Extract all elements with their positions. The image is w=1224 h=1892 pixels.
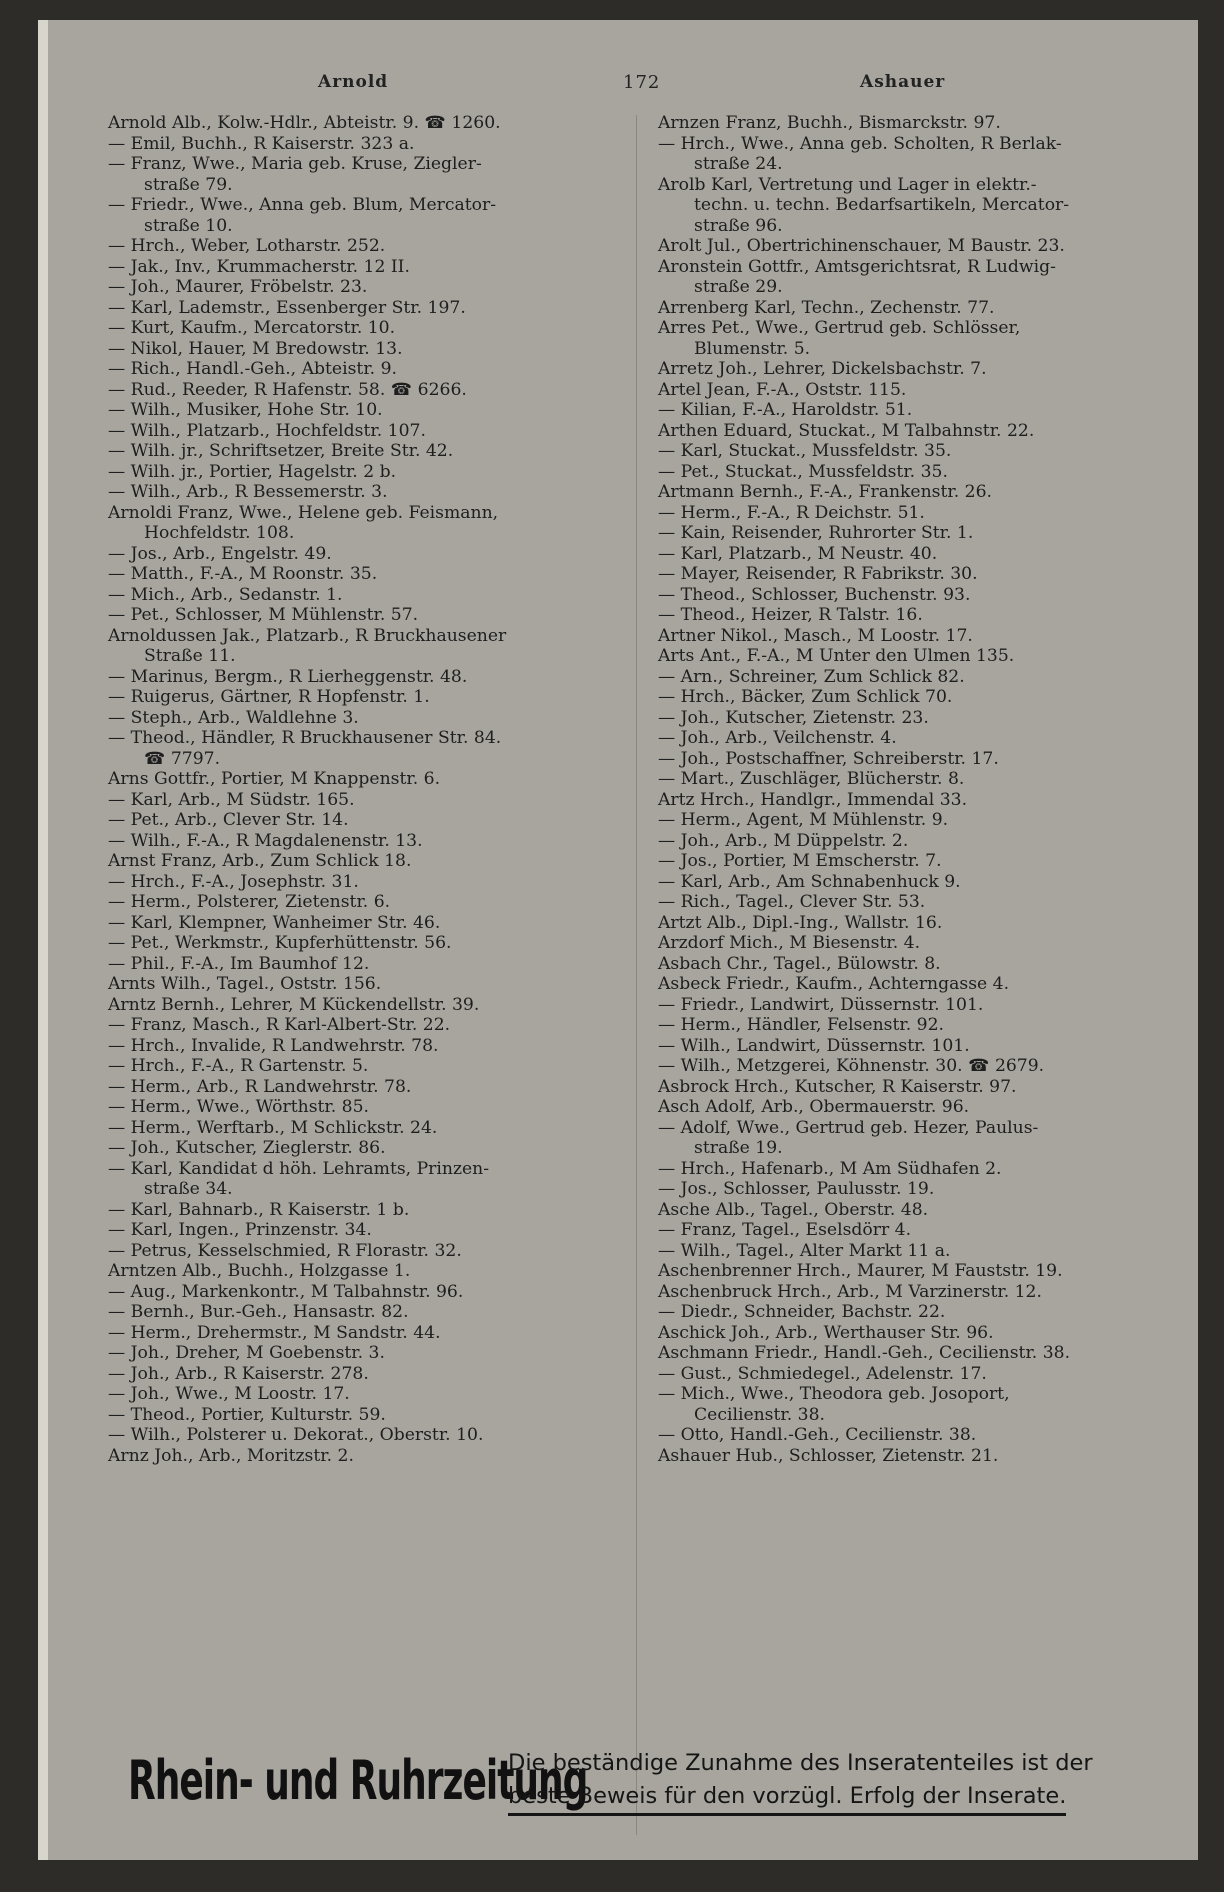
entry-continuation: straße 19. <box>694 1138 783 1158</box>
directory-entry <box>108 667 616 688</box>
directory-entry <box>108 831 616 852</box>
directory-entry <box>658 831 1178 852</box>
directory-entry <box>108 339 616 360</box>
entry-line: — Wilh., Polsterer u. Dekorat., Oberstr. 10. <box>108 1425 484 1445</box>
entry-line: Arntzen Alb., Buchh., Holzgasse 1. <box>108 1261 411 1281</box>
entry-line: — Karl, Ingen., Prinzenstr. 34. <box>108 1220 372 1240</box>
entry-line: — Joh., Dreher, M Goebenstr. 3. <box>108 1343 385 1363</box>
directory-entry <box>658 380 1178 401</box>
entry-line: Aronstein Gottfr., Amtsgerichtsrat, R Ludwig- <box>658 256 1056 277</box>
entry-line: — Gust., Schmiedegel., Adelenstr. 17. <box>658 1363 987 1384</box>
directory-entry <box>108 708 616 729</box>
entry-line: — Herm., Wwe., Wörthstr. 85. <box>108 1097 370 1117</box>
entry-line: — Karl, Platzarb., M Neustr. 40. <box>658 543 938 564</box>
directory-entry <box>658 913 1178 934</box>
entry-line: — Rich., Tagel., Clever Str. 53. <box>658 892 926 912</box>
directory-page <box>38 20 1198 1860</box>
entry-line: — Diedr., Schneider, Bachstr. 22. <box>658 1302 946 1322</box>
entry-line: — Theod., Schlosser, Buchenstr. 93. <box>658 584 971 605</box>
directory-entry <box>658 1036 1178 1057</box>
directory-entry <box>658 1077 1178 1098</box>
directory-entry <box>658 1097 1178 1118</box>
entry-line: — Wilh. jr., Schriftsetzer, Breite Str. 42. <box>108 441 454 461</box>
entry-continuation: Cecilienstr. 38. <box>694 1404 825 1425</box>
directory-entry <box>108 400 616 421</box>
entry-line: — Aug., Markenkontr., M Talbahnstr. 96. <box>108 1281 464 1302</box>
entry-line: Artz Hrch., Handlgr., Immendal 33. <box>658 789 968 810</box>
entry-line: — Herm., Werftarb., M Schlickstr. 24. <box>108 1117 438 1138</box>
directory-entry <box>108 1036 616 1057</box>
entry-continuation: Blumenstr. 5. <box>694 338 811 359</box>
directory-entry <box>108 1097 616 1118</box>
directory-entry <box>658 728 1178 749</box>
newspaper-logo: Rhein- und Ruhrzeitung <box>128 1751 588 1813</box>
entry-line: Arnoldussen Jak., Platzarb., R Bruckhausener <box>108 625 507 646</box>
directory-entry <box>108 626 616 667</box>
entry-line: — Joh., Arb., M Düppelstr. 2. <box>658 830 909 851</box>
entry-line: — Karl, Kandidat d höh. Lehramts, Prinzen- <box>108 1158 490 1179</box>
directory-entry <box>108 503 616 544</box>
directory-entry <box>108 851 616 872</box>
directory-entry <box>658 585 1178 606</box>
entry-line: — Karl, Arb., Am Schnabenhuck 9. <box>658 871 961 892</box>
entry-continuation: ☎ 7797. <box>144 748 221 769</box>
directory-entry <box>658 359 1178 380</box>
entry-line: — Mayer, Reisender, R Fabrikstr. 30. <box>658 564 978 584</box>
directory-entry <box>658 1323 1178 1344</box>
entry-line: Arnzen Franz, Buchh., Bismarckstr. 97. <box>658 113 1001 133</box>
entry-line: — Franz, Tagel., Eselsdörr 4. <box>658 1220 912 1240</box>
entry-line: — Wilh. jr., Portier, Hagelstr. 2 b. <box>108 461 397 482</box>
directory-entry <box>108 236 616 257</box>
entry-line: Arnz Joh., Arb., Moritzstr. 2. <box>108 1445 354 1466</box>
directory-entry <box>108 1425 616 1446</box>
entry-line: — Mich., Arb., Sedanstr. 1. <box>108 584 343 605</box>
entry-line: — Hrch., F.-A., Josephstr. 31. <box>108 871 359 892</box>
directory-entry <box>108 995 616 1016</box>
entry-line: — Rud., Reeder, R Hafenstr. 58. ☎ 6266. <box>108 379 467 400</box>
directory-entry <box>108 687 616 708</box>
entry-continuation: straße 34. <box>144 1179 233 1199</box>
directory-entry <box>108 1261 616 1282</box>
entry-line: — Karl, Klempner, Wanheimer Str. 46. <box>108 912 441 933</box>
directory-entry <box>108 1302 616 1323</box>
entry-line: — Herm., Agent, M Mühlenstr. 9. <box>658 810 949 830</box>
directory-entry <box>658 851 1178 872</box>
entry-line: — Emil, Buchh., R Kaiserstr. 323 a. <box>108 133 415 154</box>
directory-entry <box>108 482 616 503</box>
directory-entry <box>108 462 616 483</box>
directory-entry <box>108 585 616 606</box>
entry-line: — Matth., F.-A., M Roonstr. 35. <box>108 564 378 584</box>
directory-entry <box>658 1179 1178 1200</box>
entry-line: Aschick Joh., Arb., Werthauser Str. 96. <box>658 1322 994 1343</box>
entry-line: Arzdorf Mich., M Biesenstr. 4. <box>658 933 921 953</box>
directory-entry <box>108 872 616 893</box>
entry-line: — Kilian, F.-A., Haroldstr. 51. <box>658 400 913 420</box>
entry-line: Asbeck Friedr., Kaufm., Achterngasse 4. <box>658 974 1010 994</box>
entry-line: — Bernh., Bur.-Geh., Hansastr. 82. <box>108 1302 409 1322</box>
directory-entry <box>658 134 1178 175</box>
directory-entry <box>658 1343 1178 1364</box>
directory-entry <box>108 810 616 831</box>
directory-entry <box>108 1282 616 1303</box>
directory-entry <box>108 1446 616 1467</box>
directory-entry <box>108 605 616 626</box>
entry-line: Arthen Eduard, Stuckat., M Talbahnstr. 22. <box>658 420 1035 441</box>
directory-entry <box>108 892 616 913</box>
directory-entry <box>108 1077 616 1098</box>
left-column <box>108 113 616 1466</box>
directory-entry <box>658 523 1178 544</box>
entry-line: Artzt Alb., Dipl.-Ing., Wallstr. 16. <box>658 912 943 933</box>
directory-entry <box>108 769 616 790</box>
directory-entry <box>658 482 1178 503</box>
directory-entry <box>658 810 1178 831</box>
directory-entry <box>658 1364 1178 1385</box>
directory-entry <box>658 113 1178 134</box>
directory-entry <box>658 1015 1178 1036</box>
directory-entry <box>108 544 616 565</box>
entry-line: — Jak., Inv., Krummacherstr. 12 II. <box>108 256 410 277</box>
directory-entry <box>658 892 1178 913</box>
directory-entry <box>658 749 1178 770</box>
directory-entry <box>658 769 1178 790</box>
directory-entry <box>108 974 616 995</box>
entry-line: — Franz, Masch., R Karl-Albert-Str. 22. <box>108 1015 451 1035</box>
entry-line: Arntz Bernh., Lehrer, M Kückendellstr. 39. <box>108 994 480 1015</box>
entry-line: — Marinus, Bergm., R Lierheggenstr. 48. <box>108 666 468 687</box>
entry-line: Arrenberg Karl, Techn., Zechenstr. 77. <box>658 297 995 318</box>
directory-entry <box>658 974 1178 995</box>
entry-line: — Petrus, Kesselschmied, R Florastr. 32. <box>108 1240 462 1261</box>
entry-line: — Jos., Schlosser, Paulusstr. 19. <box>658 1179 935 1199</box>
entry-line: — Karl, Arb., M Südstr. 165. <box>108 789 355 810</box>
directory-entry <box>658 1261 1178 1282</box>
directory-entry <box>108 1323 616 1344</box>
page-number: 172 <box>623 72 661 93</box>
directory-entry <box>658 400 1178 421</box>
entry-line: Aschmann Friedr., Handl.-Geh., Cecilienstr. 38. <box>658 1343 1071 1363</box>
directory-entry <box>658 646 1178 667</box>
directory-entry <box>658 1446 1178 1467</box>
directory-entry <box>108 1384 616 1405</box>
entry-line: Ashauer Hub., Schlosser, Zietenstr. 21. <box>658 1445 999 1466</box>
entry-line: — Wilh., Musiker, Hohe Str. 10. <box>108 400 383 420</box>
directory-entry <box>658 298 1178 319</box>
directory-entry <box>658 1118 1178 1159</box>
directory-entry <box>108 1364 616 1385</box>
entry-line: Arnts Wilh., Tagel., Oststr. 156. <box>108 974 382 994</box>
directory-entry <box>108 1241 616 1262</box>
header-right-keyword: Ashauer <box>860 72 946 92</box>
directory-entry <box>108 954 616 975</box>
entry-line: — Rich., Handl.-Geh., Abteistr. 9. <box>108 359 397 379</box>
entry-continuation: straße 96. <box>694 215 783 236</box>
entry-line: — Joh., Kutscher, Zietenstr. 23. <box>658 707 929 728</box>
entry-continuation: Straße 11. <box>144 646 236 666</box>
entry-line: Arts Ant., F.-A., M Unter den Ulmen 135. <box>658 646 1015 666</box>
ad-line-1: Die beständige Zunahme des Inseratenteiles ist der <box>508 1750 1093 1776</box>
entry-line: — Wilh., F.-A., R Magdalenenstr. 13. <box>108 830 423 851</box>
entry-line: — Joh., Maurer, Fröbelstr. 23. <box>108 277 368 297</box>
entry-line: — Arn., Schreiner, Zum Schlick 82. <box>658 666 965 687</box>
entry-line: — Hrch., F.-A., R Gartenstr. 5. <box>108 1056 369 1076</box>
entry-line: — Jos., Arb., Engelstr. 49. <box>108 543 332 564</box>
directory-entry <box>658 462 1178 483</box>
entry-line: — Herm., Polsterer, Zietenstr. 6. <box>108 892 391 912</box>
entry-line: — Pet., Stuckat., Mussfeldstr. 35. <box>658 461 948 482</box>
directory-entry <box>108 421 616 442</box>
entry-line: Arnold Alb., Kolw.-Hdlr., Abteistr. 9. ☎ 1260. <box>108 113 501 133</box>
directory-entry <box>658 995 1178 1016</box>
directory-entry <box>108 257 616 278</box>
entry-line: — Hrch., Invalide, R Landwehrstr. 78. <box>108 1035 439 1056</box>
entry-line: — Wilh., Arb., R Bessemerstr. 3. <box>108 482 388 502</box>
entry-line: — Wilh., Landwirt, Düssernstr. 101. <box>658 1035 970 1056</box>
entry-line: — Joh., Wwe., M Loostr. 17. <box>108 1384 350 1404</box>
entry-line: Arolb Karl, Vertretung und Lager in elektr.- <box>658 174 1037 195</box>
directory-entry <box>658 257 1178 298</box>
entry-line: — Theod., Heizer, R Talstr. 16. <box>658 605 923 625</box>
directory-entry <box>108 1138 616 1159</box>
directory-entry <box>658 1220 1178 1241</box>
entry-line: — Herm., Drehermstr., M Sandstr. 44. <box>108 1322 441 1343</box>
directory-entry <box>108 1343 616 1364</box>
entry-line: — Phil., F.-A., Im Baumhof 12. <box>108 953 370 974</box>
directory-entry <box>108 318 616 339</box>
advertisement <box>128 1745 1183 1845</box>
right-column <box>658 113 1178 1466</box>
directory-entry <box>658 544 1178 565</box>
directory-entry <box>108 154 616 195</box>
entry-line: — Joh., Postschaffner, Schreiberstr. 17. <box>658 748 999 769</box>
entry-line: Asbach Chr., Tagel., Bülowstr. 8. <box>658 953 941 974</box>
directory-entry <box>658 626 1178 647</box>
directory-entry <box>108 564 616 585</box>
directory-entry <box>108 1118 616 1139</box>
directory-entry <box>658 687 1178 708</box>
directory-entry <box>658 1200 1178 1221</box>
entry-line: — Karl, Bahnarb., R Kaiserstr. 1 b. <box>108 1199 410 1220</box>
entry-line: — Kain, Reisender, Ruhrorter Str. 1. <box>658 523 974 543</box>
entry-line: Artner Nikol., Masch., M Loostr. 17. <box>658 625 973 646</box>
entry-line: — Friedr., Landwirt, Düssernstr. 101. <box>658 994 984 1015</box>
entry-continuation: techn. u. techn. Bedarfsartikeln, Mercator- <box>694 195 1070 215</box>
entry-line: — Hrch., Wwe., Anna geb. Scholten, R Berlak- <box>658 133 1062 154</box>
entry-line: — Kurt, Kaufm., Mercatorstr. 10. <box>108 318 396 338</box>
entry-line: — Otto, Handl.-Geh., Cecilienstr. 38. <box>658 1425 977 1445</box>
entry-line: — Adolf, Wwe., Gertrud geb. Hezer, Paulus- <box>658 1117 1039 1138</box>
entry-line: — Friedr., Wwe., Anna geb. Blum, Mercator- <box>108 195 497 215</box>
entry-line: — Mich., Wwe., Theodora geb. Josoport, <box>658 1384 1010 1404</box>
column-divider <box>636 115 637 1835</box>
entry-continuation: straße 24. <box>694 154 783 174</box>
entry-line: Arres Pet., Wwe., Gertrud geb. Schlösser, <box>658 318 1021 338</box>
directory-entry <box>108 195 616 236</box>
directory-entry <box>658 1384 1178 1425</box>
entry-line: — Herm., Arb., R Landwehrstr. 78. <box>108 1076 412 1097</box>
directory-entry <box>108 728 616 769</box>
entry-line: Arretz Joh., Lehrer, Dickelsbachstr. 7. <box>658 359 987 379</box>
directory-entry <box>108 913 616 934</box>
entry-line: — Hrch., Bäcker, Zum Schlick 70. <box>658 687 953 707</box>
directory-entry <box>108 1405 616 1426</box>
entry-line: Aschenbruck Hrch., Arb., M Varzinerstr. 12. <box>658 1281 1042 1302</box>
entry-line: Arns Gottfr., Portier, M Knappenstr. 6. <box>108 769 441 789</box>
entry-line: — Karl, Lademstr., Essenberger Str. 197. <box>108 297 466 318</box>
directory-entry <box>658 667 1178 688</box>
entry-line: — Theod., Portier, Kulturstr. 59. <box>108 1404 386 1425</box>
entry-line: — Pet., Schlosser, M Mühlenstr. 57. <box>108 605 419 625</box>
directory-entry <box>658 175 1178 237</box>
directory-entry <box>108 359 616 380</box>
directory-entry <box>658 790 1178 811</box>
directory-entry <box>108 441 616 462</box>
entry-line: — Hrch., Hafenarb., M Am Südhafen 2. <box>658 1158 1002 1179</box>
directory-entry <box>658 421 1178 442</box>
entry-line: — Joh., Arb., R Kaiserstr. 278. <box>108 1363 369 1384</box>
entry-line: — Joh., Arb., Veilchenstr. 4. <box>658 728 897 748</box>
entry-continuation: straße 29. <box>694 277 783 297</box>
directory-entry <box>108 277 616 298</box>
directory-entry <box>658 1302 1178 1323</box>
directory-entry <box>658 564 1178 585</box>
directory-entry <box>658 954 1178 975</box>
directory-entry <box>658 1159 1178 1180</box>
entry-line: Arnst Franz, Arb., Zum Schlick 18. <box>108 851 412 871</box>
advertisement-text <box>508 1747 1183 1816</box>
header-left-keyword: Arnold <box>318 72 389 92</box>
entry-continuation: straße 79. <box>144 174 233 195</box>
directory-entry <box>658 933 1178 954</box>
entry-line: — Joh., Kutscher, Zieglerstr. 86. <box>108 1138 386 1158</box>
entry-line: — Jos., Portier, M Emscherstr. 7. <box>658 851 942 871</box>
entry-continuation: Hochfeldstr. 108. <box>144 523 295 543</box>
entry-line: Aschenbrenner Hrch., Maurer, M Fauststr. 19. <box>658 1261 1063 1281</box>
entry-line: — Hrch., Weber, Lotharstr. 252. <box>108 236 386 256</box>
directory-entry <box>658 236 1178 257</box>
directory-entry <box>658 872 1178 893</box>
directory-entry <box>108 298 616 319</box>
entry-line: — Nikol, Hauer, M Bredowstr. 13. <box>108 338 403 359</box>
entry-line: Arnoldi Franz, Wwe., Helene geb. Feismann, <box>108 502 499 523</box>
directory-entry <box>658 1282 1178 1303</box>
entry-line: — Wilh., Platzarb., Hochfeldstr. 107. <box>108 420 426 441</box>
entry-line: — Herm., F.-A., R Deichstr. 51. <box>658 502 925 523</box>
entry-continuation: straße 10. <box>144 215 233 236</box>
directory-entry <box>108 380 616 401</box>
entry-line: — Mart., Zuschläger, Blücherstr. 8. <box>658 769 965 789</box>
directory-entry <box>108 790 616 811</box>
entry-line: — Herm., Händler, Felsenstr. 92. <box>658 1015 944 1035</box>
directory-entry <box>658 318 1178 359</box>
entry-line: Asche Alb., Tagel., Oberstr. 48. <box>658 1199 929 1220</box>
directory-entry <box>658 708 1178 729</box>
directory-entry <box>108 933 616 954</box>
directory-entry <box>108 1200 616 1221</box>
ad-line-2: beste Beweis für den vorzügl. Erfolg der Inserate. <box>508 1780 1066 1816</box>
entry-line: — Steph., Arb., Waldlehne 3. <box>108 707 359 728</box>
directory-entry <box>108 1220 616 1241</box>
entry-line: — Karl, Stuckat., Mussfeldstr. 35. <box>658 441 952 461</box>
entry-line: Artmann Bernh., F.-A., Frankenstr. 26. <box>658 482 992 502</box>
directory-entry <box>658 1056 1178 1077</box>
entry-line: — Wilh., Metzgerei, Köhnenstr. 30. ☎ 2679. <box>658 1056 1045 1076</box>
entry-line: Asch Adolf, Arb., Obermauerstr. 96. <box>658 1097 970 1117</box>
directory-entry <box>658 503 1178 524</box>
entry-line: — Theod., Händler, R Bruckhausener Str. 84. <box>108 728 502 748</box>
directory-entry <box>658 1241 1178 1262</box>
directory-entry <box>108 113 616 134</box>
directory-entry <box>658 441 1178 462</box>
directory-entry <box>108 1159 616 1200</box>
entry-line: — Pet., Werkmstr., Kupferhüttenstr. 56. <box>108 933 452 953</box>
directory-entry <box>108 1056 616 1077</box>
entry-line: Arolt Jul., Obertrichinenschauer, M Baustr. 23. <box>658 236 1065 256</box>
entry-line: — Pet., Arb., Clever Str. 14. <box>108 810 349 830</box>
directory-entry <box>658 605 1178 626</box>
directory-entry <box>658 1425 1178 1446</box>
entry-line: — Wilh., Tagel., Alter Markt 11 a. <box>658 1240 951 1261</box>
directory-entry <box>108 134 616 155</box>
entry-line: Artel Jean, F.-A., Oststr. 115. <box>658 379 907 400</box>
entry-line: — Ruigerus, Gärtner, R Hopfenstr. 1. <box>108 687 430 707</box>
entry-line: Asbrock Hrch., Kutscher, R Kaiserstr. 97. <box>658 1076 1017 1097</box>
directory-entry <box>108 1015 616 1036</box>
entry-line: — Franz, Wwe., Maria geb. Kruse, Ziegler- <box>108 154 482 174</box>
